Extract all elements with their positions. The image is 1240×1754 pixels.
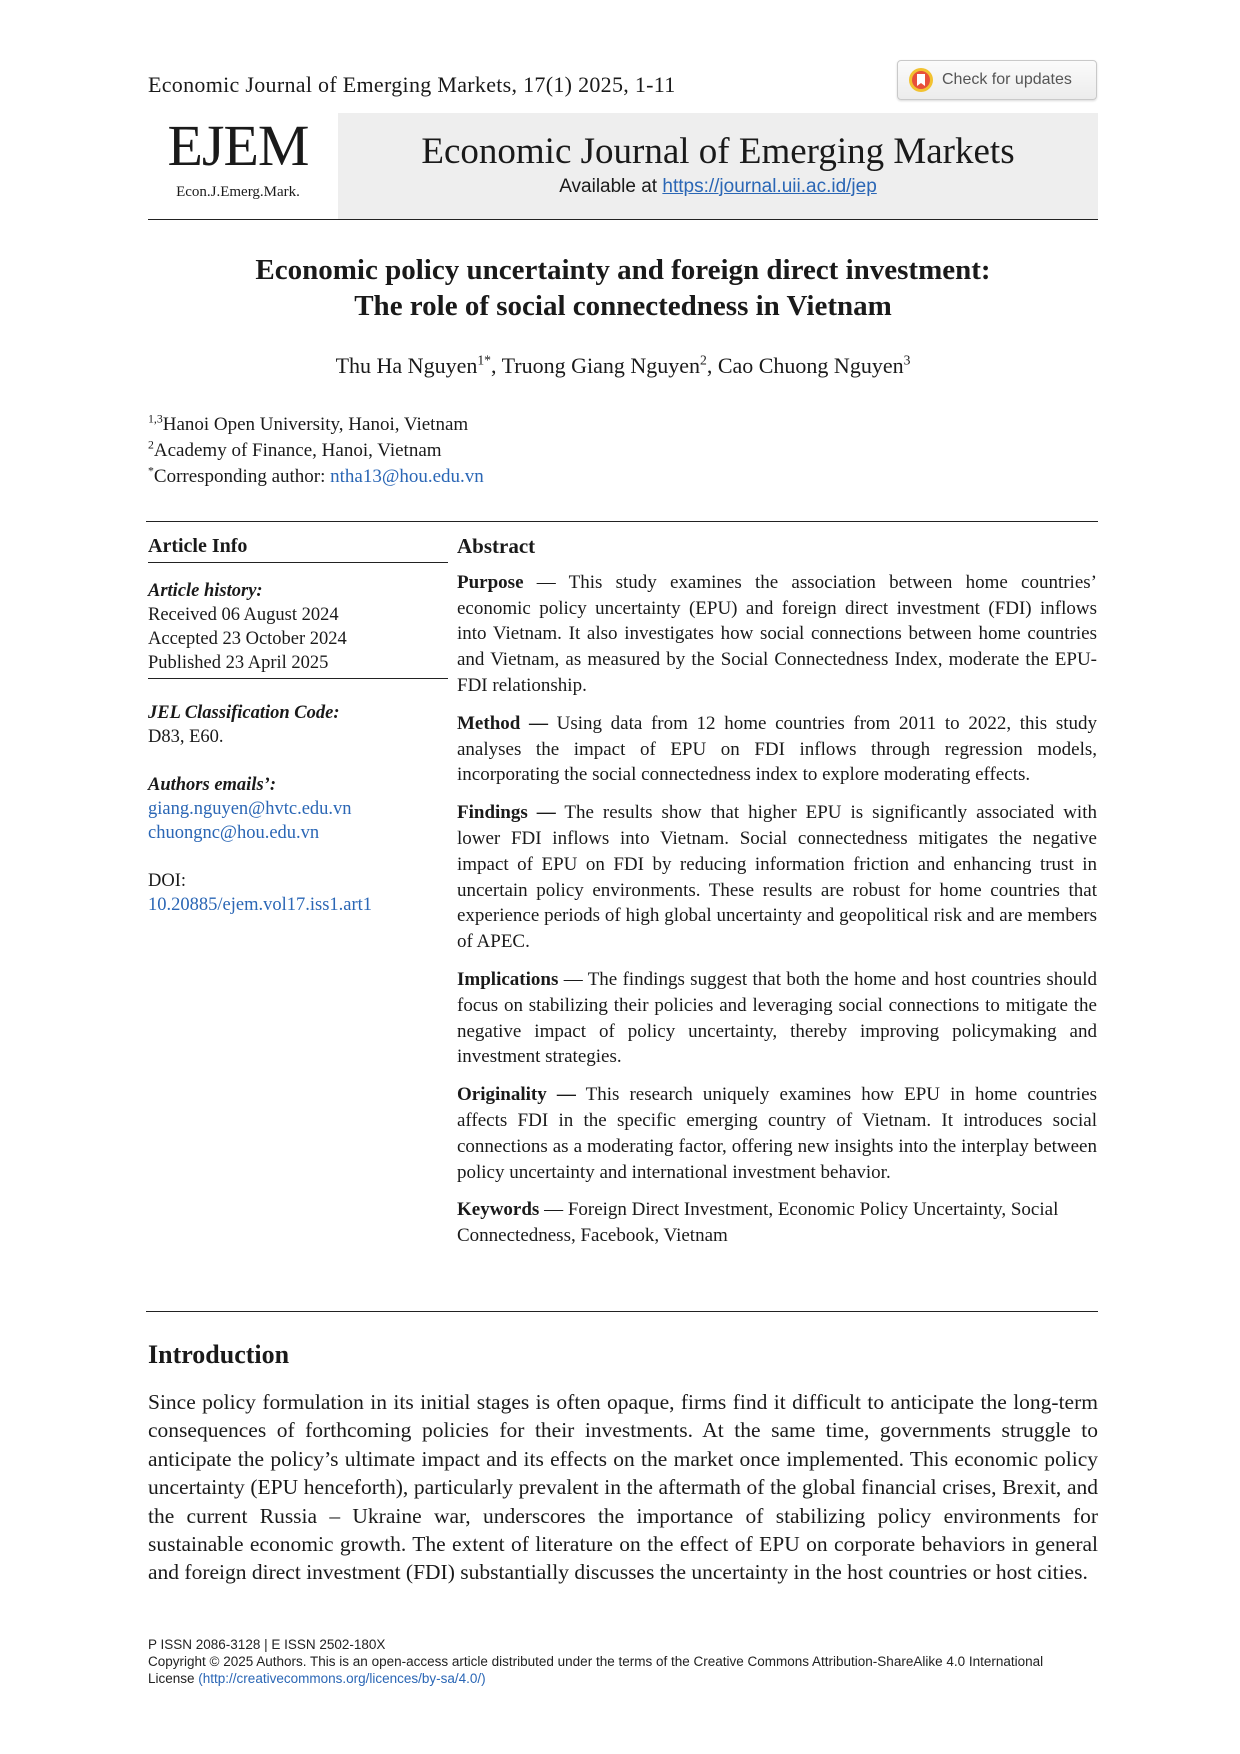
affiliations [148, 412, 484, 490]
author-3: Cao Chuong Nguyen [717, 353, 904, 378]
logo-abbreviation: Econ.J.Emerg.Mark. [176, 184, 300, 200]
check-for-updates-button[interactable] [897, 60, 1097, 100]
author-1: Thu Ha Nguyen [335, 353, 478, 378]
page-footer [148, 1636, 1098, 1687]
check-for-updates-label: Check for updates [942, 71, 1072, 88]
issn: P ISSN 2086-3128 | E ISSN 2502-180X [148, 1637, 386, 1652]
doi-label: DOI: [148, 871, 187, 891]
license-line: License (http://creativecommons.org/licences/by-sa/4.0/) [148, 1671, 486, 1686]
bottom-divider [146, 1311, 1098, 1312]
running-head: Economic Journal of Emerging Markets, 17(1) 2025, 1-11 [148, 72, 676, 97]
abstract-heading: Abstract [457, 534, 536, 558]
copyright-notice: Copyright © 2025 Authors. This is an open-access article distributed under the terms of the Creative Commons Attribution-ShareAlike 4.0 International [148, 1654, 1044, 1669]
author-2: Truong Giang Nguyen [501, 353, 700, 378]
available-prefix: Available at [559, 176, 663, 197]
license-link[interactable]: (http://creativecommons.org/licences/by-sa/4.0/) [198, 1671, 486, 1686]
abstract-findings: Findings — The results show that higher EPU is significantly associated with lower FDI inflows into Vietnam. Social connectedness mitigates the negative impact of EPU on FDI by reducing information friction and enhancing trust in uncertain policy environments. These results are robust for home countries that experience periods of high global uncertainty and geopolitical risk and are members of APEC. [457, 802, 1097, 953]
affiliation-2: $^2$Academy of Finance, Hanoi, Vietnam [148, 438, 442, 461]
journal-name: Economic Journal of Emerging Markets [421, 131, 1015, 172]
abstract-originality: Originality — This research uniquely examines how EPU in home countries affects FDI in the specific emerging country of Vietnam. It introduces social connections as a moderating factor, offering new insights into the interplay between policy uncertainty and international investment behavior. [457, 1084, 1097, 1183]
author-list [148, 353, 1098, 379]
author-2-sup: 2 [700, 352, 707, 368]
abstract-method: Method — Using data from 12 home countries from 2011 to 2022, this study analyses the impact of EPU on FDI inflows through regression models, incorporating the social connectedness index to explore moderating effects. [457, 712, 1097, 786]
article-title [148, 252, 1098, 324]
masthead [148, 113, 1098, 220]
article-info-heading: Article Info [148, 534, 448, 563]
author-3-sup: 3 [903, 352, 911, 368]
introduction-paragraph: Since policy formulation in its initial stages is often opaque, firms find it difficult to anticipate the long-term consequences of forthcoming policies for their investments. At the same time, governments struggle to anticipate the policy’s ultimate impact and its effects on the market once implemented. This economic policy uncertainty (EPU henceforth), particularly prevalent in the aftermath of the global financial crises, Brexit, and the current Russia – Ukraine war, underscores the importance of stabilizing policy environments for sustainable economic growth. The extent of literature on the effect of EPU on corporate behaviors in general and foreign direct investment (FDI) substantially discusses the uncertainty in the host countries or host cities. [148, 1390, 1098, 1585]
author-1-sup: 1* [477, 352, 491, 368]
doi-link[interactable]: 10.20885/ejem.vol17.iss1.art1 [148, 895, 373, 915]
abstract-purpose: Purpose — This study examines the association between home countries’ economic policy uncertainty (EPU) and foreign direct investment (FDI) inflows into Vietnam. It also investigates how social connections between home countries and Vietnam, as measured by the Social Connectedness Index, moderate the EPU-FDI relationship. [457, 571, 1097, 696]
received-date: Received 06 August 2024 [148, 605, 339, 625]
journal-url-link[interactable]: https://journal.uii.ac.id/jep [662, 176, 877, 197]
jel-codes: D83, E60. [148, 727, 224, 747]
title-line-2: The role of social connectedness in Vietnam [354, 290, 892, 322]
article-history [148, 579, 448, 679]
journal-logo [148, 115, 328, 201]
article-info-panel [148, 534, 448, 917]
abstract-implications: Implications — The findings suggest that both the home and host countries should focus on stabilizing their policies and leveraging social connections to mitigate the negative impact of policy uncertainty, thereby improving policymaking and investment strategies. [457, 968, 1097, 1068]
corresponding-author: *Corresponding author: ntha13@hou.edu.vn [148, 464, 484, 487]
emails-heading: Authors emails’: [148, 775, 276, 795]
affiliation-1: $^{1,3}$Hanoi Open University, Hanoi, Vietnam [148, 412, 469, 435]
history-heading: Article history: [148, 581, 263, 601]
top-divider [146, 521, 1098, 522]
available-at [338, 176, 1098, 198]
author-email-link-1[interactable]: giang.nguyen@hvtc.edu.vn [148, 799, 352, 819]
jel-heading: JEL Classification Code: [148, 703, 340, 723]
author-sep: , [490, 353, 502, 378]
corresponding-email-link[interactable]: ntha13@hou.edu.vn [330, 466, 484, 487]
logo-wordmark: EJEM [167, 113, 309, 178]
author-email-link-2[interactable]: chuongnc@hou.edu.vn [148, 823, 320, 843]
introduction-heading: Introduction [148, 1340, 290, 1369]
abstract-keywords: Keywords — Foreign Direct Investment, Economic Policy Uncertainty, Social Connectedness, Facebook, Vietnam [457, 1199, 1059, 1247]
check-updates-bookmark-icon [908, 67, 934, 93]
published-date: Published 23 April 2025 [148, 653, 329, 673]
abstract-panel [457, 534, 1097, 1261]
accepted-date: Accepted 23 October 2024 [148, 629, 347, 649]
author-sep: , [706, 353, 718, 378]
title-line-1: Economic policy uncertainty and foreign direct investment: [255, 254, 991, 286]
